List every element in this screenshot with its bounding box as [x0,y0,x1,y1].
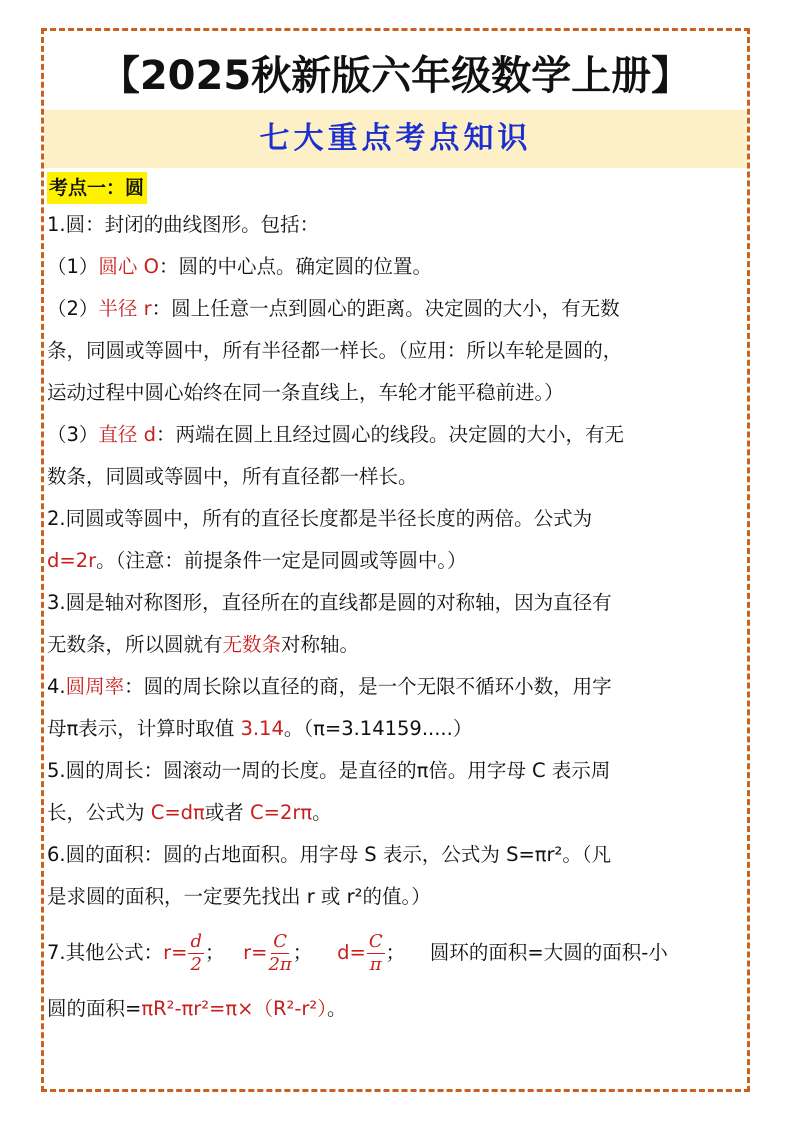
term-infinite: 无数条 [222,633,282,656]
point-5-cont [47,792,747,834]
point-1-center [47,246,747,288]
point-7-text: 7.其他公式： [47,941,164,964]
section-label: 考点一：圆 [47,172,147,204]
page-title: 【2025秋新版六年级数学上册】 [99,53,692,99]
point-1-radius-cont: 条，同圆或等圆中，所有半径都一样长。（应用：所以车轮是圆的， [47,339,623,362]
term-center: 圆心 O [98,255,159,278]
point-7-cont [47,988,747,1030]
separator: ； [292,941,313,964]
point-4-text: ：圆的周长除以直径的商，是一个无限不循环小数，用字 [124,675,612,698]
separator: ； [205,941,225,964]
point-4-text: 母π表示，计算时取值 [47,717,241,740]
point-3-text: 对称轴。 [281,633,360,656]
point-2-note: 。（注意：前提条件一定是同圆或等圆中。） [96,549,467,572]
denominator: 2 [190,954,202,975]
point-5-text: 。 [312,801,332,824]
denominator: 2π [268,954,292,975]
point-6: 6.圆的面积：圆的占地面积。用字母 S 表示，公式为 S=πr²。（凡 [47,843,612,866]
item-number: 4. [47,675,66,698]
point-4 [47,666,747,708]
point-7-text: 圆环的面积=大圆的面积-小 [429,941,668,964]
fraction-c-over-2pi [268,931,291,976]
point-3: 3.圆是轴对称图形，直径所在的直线都是圆的对称轴，因为直径有 [47,591,612,614]
denominator: π [369,954,382,975]
point-7 [47,918,747,988]
point-1-diameter-cont: 数条，同圆或等圆中，所有直径都一样长。 [47,465,418,488]
numerator: C [273,931,288,952]
content-body [47,172,747,1030]
formula-r-lhs: r= [163,941,188,964]
separator: ； [385,941,406,964]
item-number: （3） [47,423,99,446]
formula-r-lhs: r= [243,941,268,964]
item-text: ：圆上任意一点到圆心的距离。决定圆的大小，有无数 [151,297,620,320]
point-1: 1.圆：封闭的曲线图形。包括： [47,213,320,236]
point-7-text: 圆的面积= [47,997,142,1020]
formula-d-lhs: d= [337,941,366,964]
numerator: d [190,931,202,952]
formula-d-2r: d=2r [47,549,97,572]
item-number: （1） [47,255,99,278]
point-7-text: 。 [326,997,347,1020]
point-5: 5.圆的周长：圆滚动一周的长度。是直径的π倍。用字母 C 表示周 [47,759,611,782]
item-text: ：圆的中心点。确定圆的位置。 [158,255,432,278]
numerator: C [368,931,383,952]
term-radius: 半径 r [98,297,152,320]
formula-ring-area: πR²-πr²=π×（R²-r²） [141,997,327,1020]
fraction-c-over-pi [367,931,385,976]
term-pi: 圆周率 [65,675,125,698]
point-4-text: 。（π=3.14159.....） [283,717,473,740]
point-5-text: 长，公式为 [47,801,151,824]
point-2-cont [47,540,747,582]
point-5-text: 或者 [204,801,250,824]
item-number: （2） [47,297,99,320]
fraction-d-over-2 [188,931,204,976]
point-3-cont [47,624,747,666]
point-1-radius-cont: 运动过程中圆心始终在同一条直线上，车轮才能平稳前进。） [47,381,564,404]
point-3-text: 无数条，所以圆就有 [47,633,223,656]
formula-c-2rpi: C=2rπ [249,801,313,824]
point-2: 2.同圆或等圆中，所有的直径长度都是半径长度的两倍。公式为 [47,507,593,530]
term-diameter: 直径 d [98,423,156,446]
point-4-cont [47,708,747,750]
formula-c-dpi: C=dπ [150,801,205,824]
pi-value: 3.14 [240,717,284,740]
item-text: ：两端在圆上且经过圆心的线段。决定圆的大小，有无 [156,423,625,446]
point-6-cont: 是求圆的面积，一定要先找出 r 或 r²的值。） [47,885,431,908]
page-subtitle: 七大重点考点知识 [259,121,532,156]
point-1-radius [47,288,747,330]
point-1-diameter [47,414,747,456]
